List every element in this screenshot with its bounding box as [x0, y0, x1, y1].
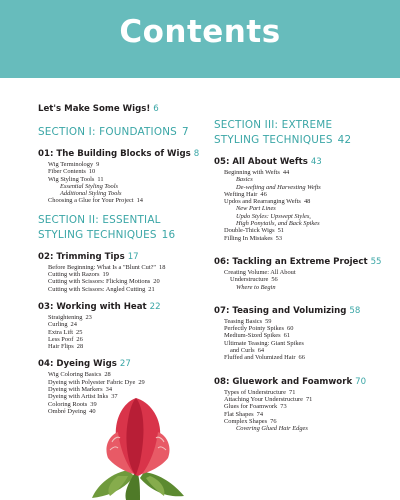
- entry-title: Wig Terminology: [48, 161, 94, 168]
- toc-entry[interactable]: [214, 227, 376, 234]
- toc-entry[interactable]: [38, 314, 210, 321]
- page-title: Contents: [119, 14, 281, 50]
- entry-title: Dyeing with Artist Inks: [48, 393, 109, 401]
- chapter-page: 17: [127, 251, 139, 262]
- chapter-title: 01: The Building Blocks of Wigs: [38, 149, 191, 159]
- entry-title: Ultimate Teasing: Giant Spikes: [224, 339, 304, 347]
- entry-page: 74: [256, 410, 264, 418]
- entry-page: 29: [138, 378, 145, 386]
- entry-page: 59: [265, 317, 272, 325]
- entry-page: 25: [76, 328, 83, 336]
- entry-page: 11: [97, 175, 104, 183]
- toc-entry[interactable]: [214, 411, 376, 418]
- entry-title: Straightening: [48, 313, 83, 321]
- toc-entry[interactable]: [214, 269, 376, 276]
- entry-title: Fiber Contents: [48, 168, 86, 176]
- toc-subentry[interactable]: [214, 425, 376, 432]
- entry-title: Beginning with Wefts: [224, 169, 280, 176]
- toc-entry[interactable]: [38, 271, 210, 278]
- entry-title: Covering Glued Hair Edges: [236, 425, 308, 433]
- toc-entry[interactable]: [214, 198, 376, 205]
- toc-entry[interactable]: [38, 264, 210, 271]
- toc-entry[interactable]: [38, 286, 210, 293]
- toc-entry[interactable]: [38, 371, 210, 378]
- entry-page: 14: [136, 197, 143, 205]
- toc-subentry[interactable]: [214, 213, 376, 220]
- entry-page: 18: [159, 263, 166, 271]
- toc-entry[interactable]: [214, 340, 376, 347]
- section-page: 16: [161, 228, 176, 241]
- entry-title: Curling: [48, 321, 68, 329]
- chapter-heading[interactable]: [214, 376, 376, 388]
- entry-page: 28: [104, 371, 111, 379]
- entry-page: 46: [260, 190, 267, 198]
- entry-title: Updos and Rearranging Wefts: [224, 198, 301, 206]
- entry-title: Additional Styling Tools: [60, 190, 122, 198]
- entry-title: Wig Styling Tools: [48, 175, 95, 183]
- chapter-page: 43: [310, 157, 322, 167]
- entry-title: Updo Styles: Upswept Styles,: [236, 212, 311, 220]
- toc-subentry[interactable]: [214, 220, 376, 227]
- entry-page: 24: [70, 321, 77, 329]
- entry-title: Teasing Basics: [224, 317, 263, 325]
- section-title-line2: STYLING TECHNIQUES: [38, 228, 157, 241]
- entry-page: 39: [90, 400, 97, 408]
- chapter-heading[interactable]: [214, 156, 376, 168]
- chapter-page: 70: [355, 376, 367, 387]
- entry-title: Dyeing with Markers: [48, 386, 103, 394]
- section-title-line1: SECTION II: ESSENTIAL: [38, 213, 161, 226]
- toc-entry[interactable]: [214, 318, 376, 325]
- entry-page: 23: [85, 313, 92, 321]
- entry-title: Cutting with Scissors: Flicking Motions: [48, 278, 151, 286]
- entry-page: 66: [298, 354, 305, 362]
- toc-intro[interactable]: [38, 104, 210, 114]
- entry-page: 21: [148, 285, 155, 293]
- entry-title: Glues for Foamwork: [224, 403, 278, 411]
- toc-entry[interactable]: [38, 336, 210, 343]
- entry-page: 51: [277, 227, 284, 235]
- toc-entry-continued[interactable]: [214, 347, 376, 354]
- entry-page: 37: [111, 393, 118, 401]
- toc-entry-continued[interactable]: [214, 276, 376, 283]
- chapter-heading[interactable]: [38, 301, 210, 313]
- toc-subentry[interactable]: [214, 205, 376, 212]
- flower-bud-icon: [88, 392, 188, 500]
- entry-page: 60: [287, 325, 294, 333]
- chapter-heading[interactable]: [38, 358, 210, 370]
- toc-entry[interactable]: [214, 396, 376, 403]
- chapter-extreme-project: [214, 256, 382, 291]
- header-banner: [0, 0, 400, 78]
- entry-page: 71: [305, 395, 313, 403]
- entry-title: Creating Volume: All About: [224, 268, 296, 276]
- chapter-gluework-foamwork: [214, 376, 376, 433]
- toc-subentry[interactable]: [214, 284, 376, 291]
- toc-subentry[interactable]: [38, 190, 210, 197]
- intro-page: 6: [153, 104, 159, 114]
- toc-entry[interactable]: [214, 332, 376, 339]
- chapter-title: 03: Working with Heat: [38, 301, 147, 312]
- petals: [106, 398, 169, 476]
- entry-title: High Ponytails, and Back Spikes: [236, 220, 320, 228]
- entry-title: Extra Lift: [48, 328, 74, 336]
- entry-page: 61: [283, 332, 291, 340]
- entry-title: Before Beginning: What Is a "Blunt Cut?": [48, 263, 157, 271]
- chapter-page: 27: [119, 359, 131, 370]
- entry-title: De-wefting and Harvesting Wefts: [236, 183, 321, 191]
- toc-entry[interactable]: [214, 325, 376, 332]
- section-essential-styling[interactable]: [38, 213, 210, 243]
- entry-title: Complex Shapes: [224, 417, 268, 425]
- entry-page: 76: [270, 417, 277, 425]
- chapter-title: 05: All About Wefts: [214, 157, 308, 167]
- entry-title: Coloring Roots: [48, 400, 88, 408]
- entry-title: Double-Thick Wigs: [224, 227, 275, 235]
- entry-title: Flat Shapes: [224, 410, 254, 418]
- chapter-title: 06: Tackling an Extreme Project: [214, 256, 368, 267]
- chapter-building-blocks: [38, 148, 210, 205]
- entry-page: 48: [303, 198, 311, 206]
- entry-title: Basics: [236, 176, 253, 184]
- section-page: 42: [337, 134, 352, 146]
- chapter-all-about-wefts: [214, 156, 376, 242]
- chapter-page: 58: [349, 305, 361, 316]
- entry-title: Cutting with Scissors: Angled Cutting: [48, 285, 146, 293]
- entry-title: Hair Flips: [48, 343, 74, 351]
- chapter-heading[interactable]: [214, 305, 376, 317]
- entry-title: Essential Styling Tools: [60, 182, 118, 190]
- toc-subentry[interactable]: [38, 183, 210, 190]
- chapter-working-with-heat: [38, 301, 210, 350]
- entry-title: Perfectly Pointy Spikes: [224, 325, 284, 333]
- entry-title: New Part Lines: [236, 205, 276, 213]
- toc-entry[interactable]: [38, 278, 210, 285]
- chapter-title: 08: Gluework and Foamwork: [214, 376, 353, 387]
- toc-right-column: [214, 118, 382, 440]
- chapter-title: 07: Teasing and Volumizing: [214, 305, 347, 316]
- chapter-title: 02: Trimming Tips: [38, 251, 125, 262]
- chapter-heading[interactable]: [38, 251, 210, 263]
- entry-page: 73: [280, 403, 287, 411]
- section-title-line2: STYLING TECHNIQUES: [214, 134, 333, 146]
- entry-title: Types of Understructure: [224, 388, 287, 396]
- entry-title: Where to Begin: [236, 283, 276, 291]
- toc-entry[interactable]: [38, 168, 210, 175]
- entry-title: Fluffed and Volumized Hair: [224, 354, 296, 362]
- chapter-trimming-tips: [38, 251, 210, 293]
- section-title-line1: SECTION III: EXTREME: [214, 119, 333, 131]
- entry-page: 9: [96, 161, 100, 168]
- entry-page: 10: [88, 168, 96, 176]
- entry-page: 64: [257, 347, 265, 355]
- entry-title: Ombré Dyeing: [48, 407, 87, 415]
- toc-entry[interactable]: [214, 403, 376, 410]
- entry-page: 71: [289, 388, 296, 396]
- chapter-heading[interactable]: [38, 148, 210, 160]
- entry-title: Medium-Sized Spikes: [224, 332, 281, 340]
- toc-entry[interactable]: [214, 169, 376, 176]
- chapter-heading[interactable]: [214, 256, 382, 268]
- toc-entry[interactable]: [38, 176, 210, 183]
- entry-title: Choosing a Glue for Your Project: [48, 197, 134, 205]
- section-foundations[interactable]: [38, 125, 210, 140]
- entry-title: Cutting with Razors: [48, 271, 100, 279]
- toc-entry[interactable]: [214, 389, 376, 396]
- entry-page: 19: [102, 271, 109, 279]
- entry-title: Less Poof: [48, 335, 74, 343]
- toc-left-column: [38, 104, 210, 423]
- entry-page: 40: [89, 407, 96, 415]
- entry-page: 34: [105, 386, 113, 394]
- entry-title: Dyeing with Polyester Fabric Dye: [48, 378, 136, 386]
- section-extreme-styling[interactable]: [214, 118, 376, 148]
- toc-entry[interactable]: [214, 235, 376, 242]
- entry-title: Understructure: [230, 276, 269, 284]
- toc-entry[interactable]: [214, 418, 376, 425]
- toc-entry[interactable]: [38, 329, 210, 336]
- section-title: SECTION I: FOUNDATIONS: [38, 126, 177, 138]
- entry-page: 26: [76, 335, 83, 343]
- entry-page: 28: [76, 343, 84, 351]
- chapter-page: 55: [370, 256, 382, 267]
- toc-entry[interactable]: [38, 197, 210, 204]
- intro-title: Let's Make Some Wigs!: [38, 104, 151, 114]
- entry-title: Filling In Mistakes: [224, 234, 273, 242]
- toc-entry[interactable]: [214, 354, 376, 361]
- entry-page: 56: [271, 276, 278, 284]
- toc-subentry[interactable]: [214, 184, 376, 191]
- toc-entry[interactable]: [214, 191, 376, 198]
- entry-title: Attaching Your Understructure: [224, 395, 303, 403]
- entry-page: 53: [275, 234, 283, 242]
- section-page: 7: [181, 126, 189, 138]
- entry-title: Wig Coloring Basics: [48, 371, 102, 379]
- toc-subentry[interactable]: [214, 176, 376, 183]
- chapter-title: 04: Dyeing Wigs: [38, 359, 117, 370]
- chapter-teasing-volumizing: [214, 305, 376, 362]
- entry-page: 44: [282, 169, 290, 176]
- entry-page: 20: [153, 278, 160, 286]
- toc-entry[interactable]: [38, 379, 210, 386]
- chapter-page: 8: [193, 149, 200, 159]
- toc-entry[interactable]: [38, 161, 210, 168]
- entry-title: Wefting Hair: [224, 190, 258, 198]
- entry-title: and Curls: [230, 347, 255, 355]
- toc-entry[interactable]: [38, 343, 210, 350]
- toc-entry[interactable]: [38, 321, 210, 328]
- chapter-page: 22: [149, 301, 161, 312]
